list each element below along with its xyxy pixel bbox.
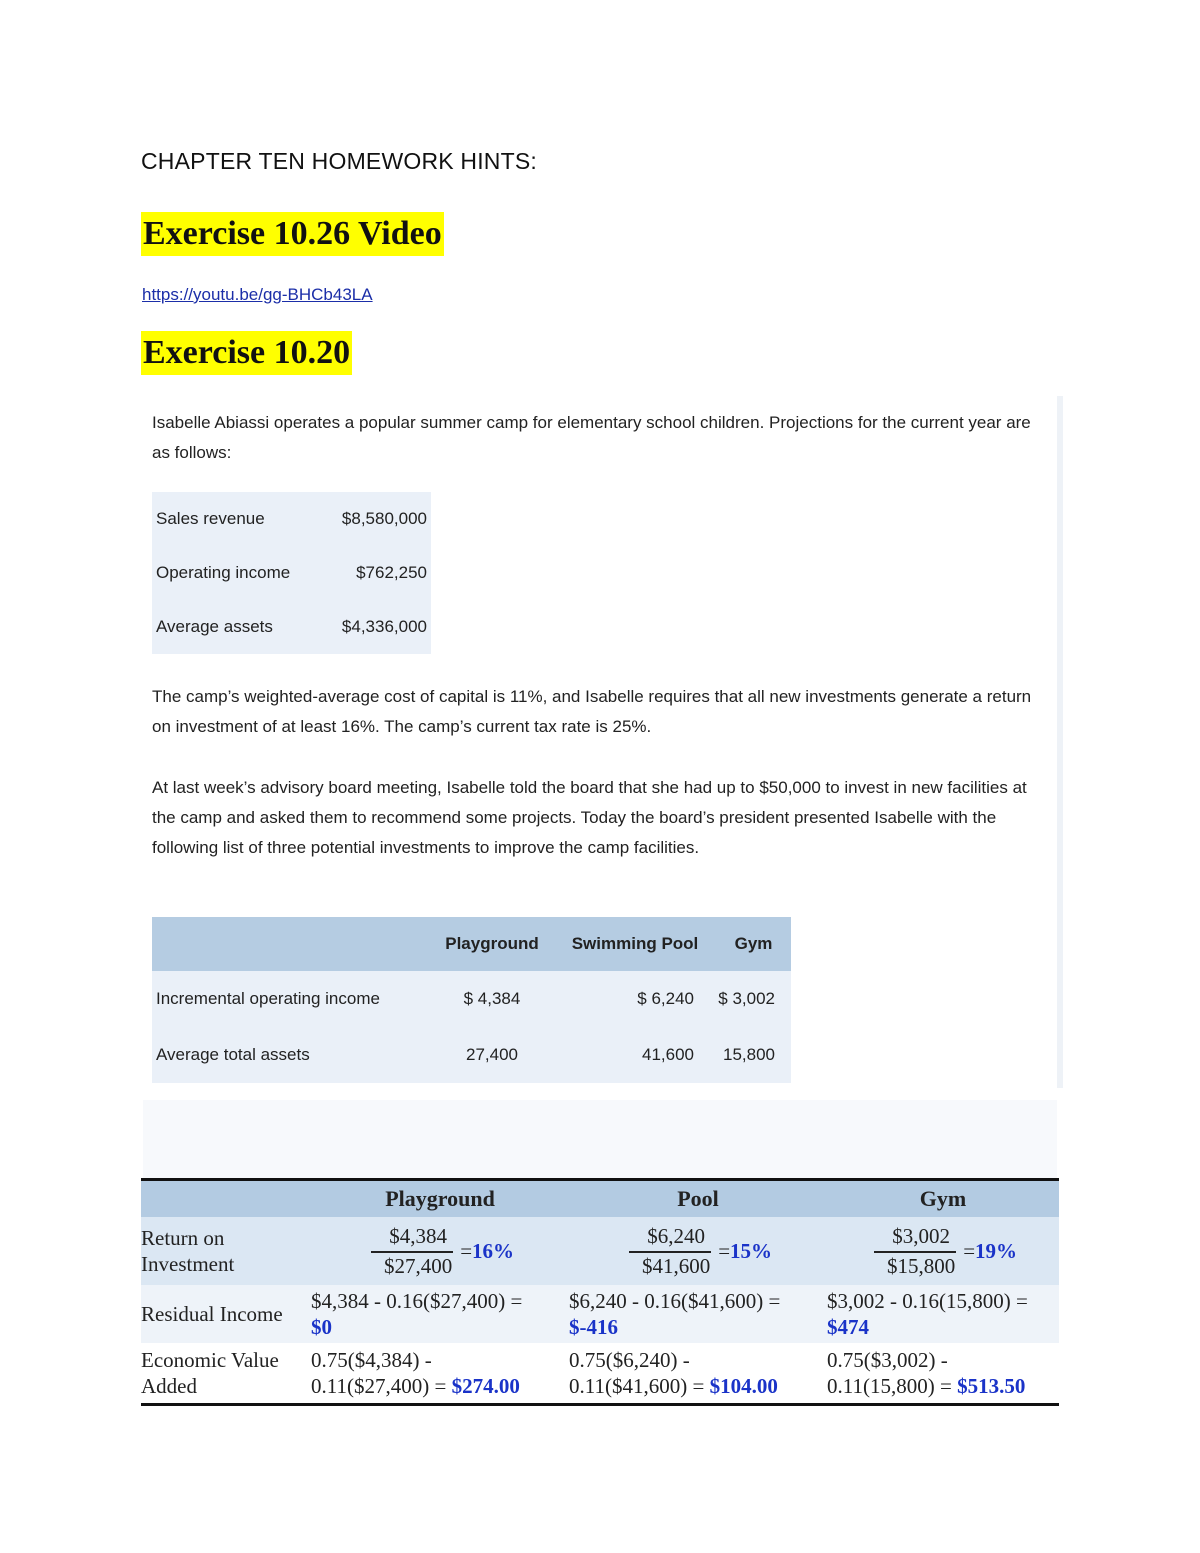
- equals-sign: =: [718, 1239, 731, 1263]
- roi-result: 15%: [730, 1239, 773, 1263]
- investments-table: [152, 917, 791, 1083]
- roi-result: 16%: [472, 1239, 515, 1263]
- eva-cell: [569, 1343, 827, 1405]
- ri-cell: [569, 1285, 827, 1343]
- table-header-row: [152, 917, 791, 971]
- eva-line1: 0.75($3,002) -: [827, 1348, 948, 1372]
- ri-row: [141, 1285, 1059, 1343]
- ri-cell: [311, 1285, 569, 1343]
- table-header-row: [141, 1180, 1059, 1218]
- projection-value: $8,580,000: [341, 509, 427, 528]
- row-label: Economic Value Added: [141, 1343, 311, 1405]
- roi-cell: [569, 1217, 827, 1285]
- eva-result: $274.00: [451, 1374, 520, 1398]
- roi-cell: [827, 1217, 1059, 1285]
- row-label: Return on Investment: [141, 1217, 311, 1285]
- eva-line1: 0.75($6,240) -: [569, 1348, 690, 1372]
- table-row: [152, 492, 431, 546]
- projection-value: $762,250: [356, 563, 427, 582]
- fraction-denominator: $41,600: [641, 1254, 711, 1278]
- roi-row: [141, 1217, 1059, 1285]
- ri-formula: $4,384 - 0.16($27,400) =: [311, 1289, 523, 1313]
- column-header: [152, 917, 430, 971]
- projection-label: Operating income: [156, 563, 291, 582]
- row-label: Incremental operating income: [152, 971, 430, 1027]
- eva-cell: [311, 1343, 569, 1405]
- table-cell: 15,800: [716, 1027, 791, 1083]
- table-cell: 41,600: [554, 1027, 716, 1083]
- equals-sign: =: [963, 1239, 976, 1263]
- ri-result: $-416: [569, 1315, 618, 1339]
- table-row: [152, 600, 431, 654]
- column-header: Playground: [311, 1180, 569, 1218]
- cost-paragraph: The camp’s weighted-average cost of capital is 11%, and Isabelle requires that all new investments generate a return on investment of at least 16%. The camp’s current tax rate is 25%.: [152, 687, 1032, 736]
- fraction-denominator: $27,400: [383, 1254, 453, 1278]
- column-header: Swimming Pool: [554, 917, 716, 971]
- fraction-numerator: $3,002: [874, 1223, 956, 1253]
- eva-line2: 0.11($41,600) =: [569, 1374, 705, 1398]
- table-row: [152, 1027, 791, 1083]
- table-row: [152, 546, 431, 600]
- fraction-numerator: $6,240: [629, 1223, 711, 1253]
- equals-sign: =: [460, 1239, 473, 1263]
- eva-line2: 0.11($27,400) =: [311, 1374, 447, 1398]
- answer-spacer: [143, 1100, 1057, 1180]
- fraction-numerator: $4,384: [371, 1223, 453, 1253]
- table-cell: $ 6,240: [554, 971, 716, 1027]
- column-header: Gym: [827, 1180, 1059, 1218]
- column-header: Gym: [716, 917, 791, 971]
- fraction-denominator: $15,800: [886, 1254, 956, 1278]
- eva-row: [141, 1343, 1059, 1405]
- roi-cell: [311, 1217, 569, 1285]
- answers-table: [141, 1178, 1059, 1406]
- projection-value: $4,336,000: [341, 617, 427, 636]
- eva-result: $513.50: [957, 1374, 1026, 1398]
- column-header: Playground: [430, 917, 554, 971]
- ri-formula: $6,240 - 0.16($41,600) =: [569, 1289, 781, 1313]
- roi-result: 19%: [975, 1239, 1018, 1263]
- eva-result: $104.00: [709, 1374, 778, 1398]
- video-link[interactable]: https://youtu.be/gg-BHCb43LA: [142, 285, 373, 304]
- column-header: Pool: [569, 1180, 827, 1218]
- exercise-heading: Exercise 10.20: [141, 331, 352, 375]
- chapter-title: CHAPTER TEN HOMEWORK HINTS:: [141, 148, 537, 174]
- table-cell: $ 4,384: [430, 971, 554, 1027]
- ri-result: $474: [827, 1315, 869, 1339]
- row-label: Average total assets: [152, 1027, 430, 1083]
- problem-intro: Isabelle Abiassi operates a popular summer camp for elementary school children. Projections for the current year are as follows:: [152, 413, 1031, 462]
- projections-table: [152, 492, 431, 654]
- projection-label: Average assets: [156, 617, 273, 636]
- ri-result: $0: [311, 1315, 332, 1339]
- projection-label: Sales revenue: [156, 509, 265, 528]
- column-header: [141, 1180, 311, 1218]
- eva-cell: [827, 1343, 1059, 1405]
- exercise-video-heading: Exercise 10.26 Video: [141, 212, 444, 256]
- eva-line1: 0.75($4,384) -: [311, 1348, 432, 1372]
- ri-formula: $3,002 - 0.16(15,800) =: [827, 1289, 1028, 1313]
- table-cell: 27,400: [430, 1027, 554, 1083]
- table-cell: $ 3,002: [716, 971, 791, 1027]
- row-label: Residual Income: [141, 1285, 311, 1343]
- table-row: [152, 971, 791, 1027]
- ri-cell: [827, 1285, 1059, 1343]
- eva-line2: 0.11(15,800) =: [827, 1374, 952, 1398]
- board-paragraph: At last week’s advisory board meeting, Isabelle told the board that she had up to $50,000 to invest in new facilities at the camp and asked them to recommend some projects. Today the board’s president presented Isabelle with the following list of three potential investments to improve the camp facilities.: [152, 778, 1027, 857]
